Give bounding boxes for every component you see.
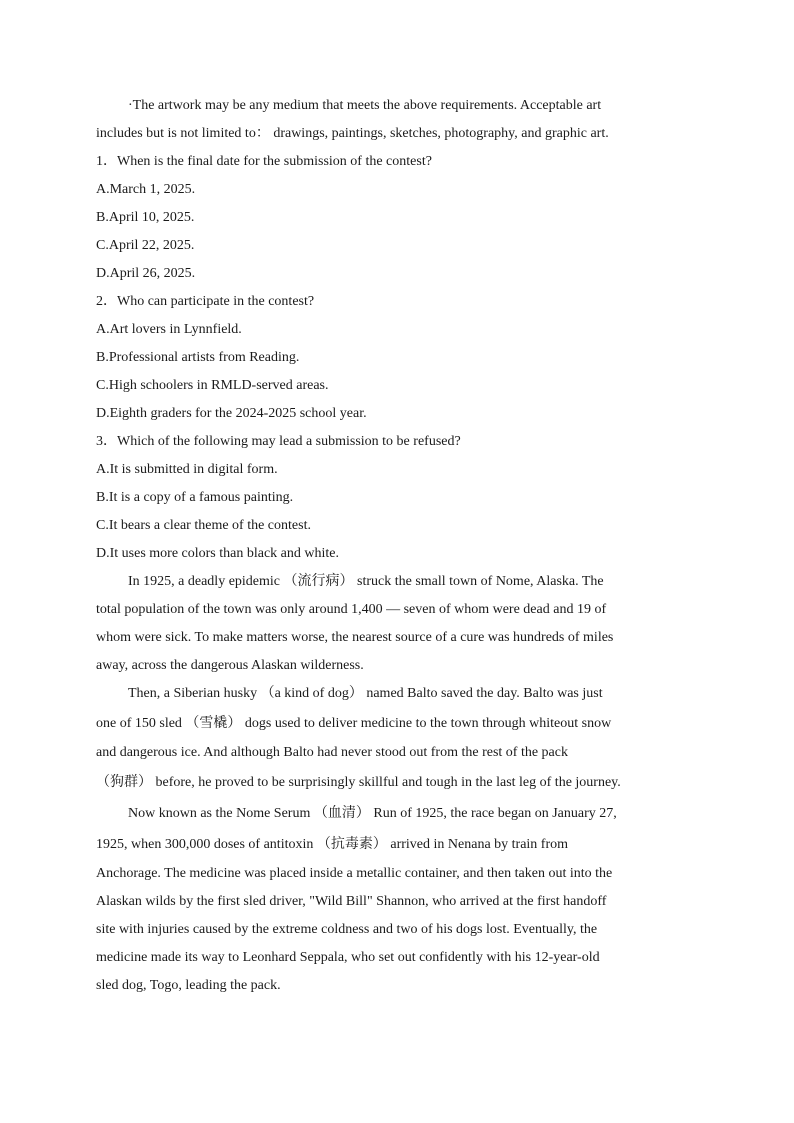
- question-option: C.It bears a clear theme of the contest.: [96, 518, 311, 533]
- question-option: A.March 1, 2025.: [96, 182, 196, 197]
- question-option: B.Professional artists from Reading.: [96, 350, 300, 365]
- question-option: C.April 22, 2025.: [96, 238, 195, 253]
- question-option: D.It uses more colors than black and white.: [96, 546, 339, 561]
- question-1: [96, 148, 696, 288]
- passage-line: Now known as the Nome Serum （血清） Run of 1925, the race began on January 27,: [128, 806, 617, 821]
- passage-paragraph-2: [96, 680, 696, 798]
- passage-line: site with injuries caused by the extreme coldness and two of his dogs lost. Eventually, the: [96, 922, 598, 937]
- passage-line: medicine made its way to Leonhard Seppala, who set out confidently with his 12-year-old: [96, 950, 600, 965]
- question-2: [96, 288, 696, 428]
- intro-line: ·The artwork may be any medium that meets the above requirements. Acceptable art: [128, 98, 602, 113]
- question-option: A.Art lovers in Lynnfield.: [96, 322, 242, 337]
- passage-line: Then, a Siberian husky （a kind of dog） named Balto saved the day. Balto was just: [128, 686, 603, 701]
- passage-line: away, across the dangerous Alaskan wilderness.: [96, 658, 364, 673]
- passage-line: sled dog, Togo, leading the pack.: [96, 978, 281, 993]
- question-option: C.High schoolers in RMLD-served areas.: [96, 378, 329, 393]
- question-option: D.April 26, 2025.: [96, 266, 196, 281]
- question-option: B.April 10, 2025.: [96, 210, 195, 225]
- passage-line: （狗群） before, he proved to be surprisingly skillful and tough in the last leg of the journey.: [96, 775, 621, 790]
- passage-line: Alaskan wilds by the first sled driver, "Wild Bill" Shannon, who arrived at the first handoff: [96, 894, 607, 909]
- passage-line: In 1925, a deadly epidemic （流行病） struck the small town of Nome, Alaska. The: [128, 574, 604, 589]
- question-option: D.Eighth graders for the 2024-2025 school year.: [96, 406, 367, 421]
- passage-line: total population of the town was only around 1,400 — seven of whom were dead and 19 of: [96, 602, 607, 617]
- passage-line: one of 150 sled （雪橇） dogs used to deliver medicine to the town through whiteout snow: [96, 716, 612, 731]
- question-option: B.It is a copy of a famous painting.: [96, 490, 294, 505]
- question-3: [96, 428, 696, 568]
- intro-line: includes but is not limited to： drawings, paintings, sketches, photography, and graphic art.: [96, 126, 609, 141]
- question-stem: 3．Which of the following may lead a submission to be refused?: [96, 434, 461, 449]
- passage-line: 1925, when 300,000 doses of antitoxin （抗毒素） arrived in Nenana by train from: [96, 837, 569, 852]
- passage-line: Anchorage. The medicine was placed inside a metallic container, and then taken out into the: [96, 866, 613, 881]
- question-option: A.It is submitted in digital form.: [96, 462, 278, 477]
- passage-line: and dangerous ice. And although Balto had never stood out from the rest of the pack: [96, 745, 568, 760]
- passage-paragraph-1: [96, 568, 696, 680]
- document-page: [96, 92, 696, 1000]
- question-stem: 1．When is the final date for the submission of the contest?: [96, 154, 432, 169]
- question-stem: 2．Who can participate in the contest?: [96, 294, 315, 309]
- passage-line: whom were sick. To make matters worse, the nearest source of a cure was hundreds of miles: [96, 630, 614, 645]
- passage-paragraph-3: [96, 798, 696, 1000]
